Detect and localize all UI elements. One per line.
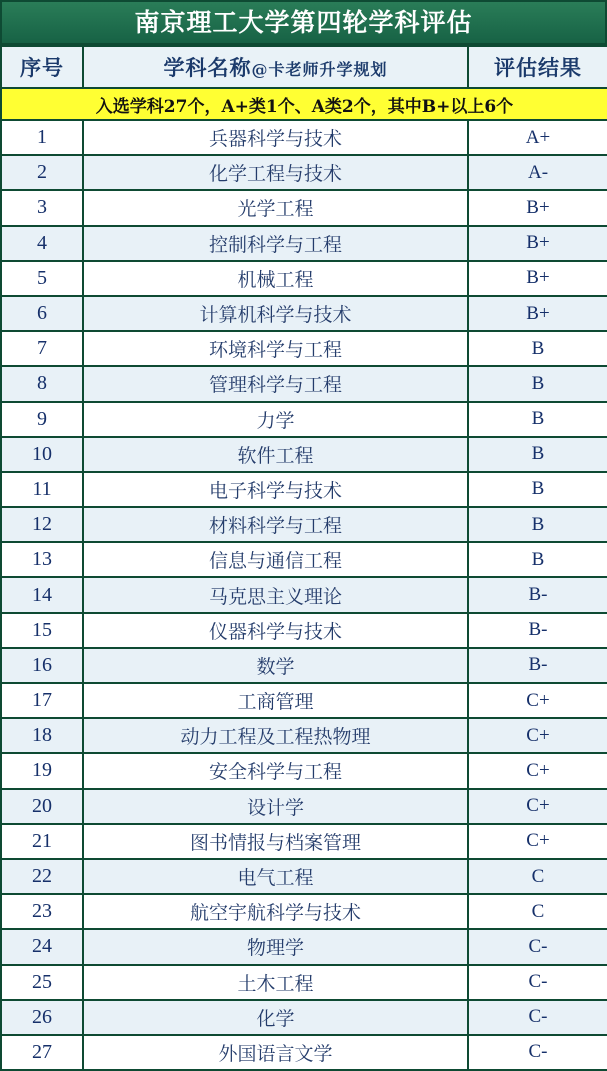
cell-discipline-name: 电气工程 (83, 859, 468, 894)
cell-no: 8 (1, 366, 83, 401)
cell-no: 20 (1, 789, 83, 824)
cell-discipline-name: 外国语言文学 (83, 1035, 468, 1070)
cell-result: B (468, 331, 607, 366)
cell-discipline-name: 力学 (83, 402, 468, 437)
cell-result: B+ (468, 296, 607, 331)
cell-discipline-name: 物理学 (83, 929, 468, 964)
table-row (1, 1000, 607, 1035)
column-header-name (83, 46, 468, 88)
cell-discipline-name: 工商管理 (83, 683, 468, 718)
cell-discipline-name: 设计学 (83, 789, 468, 824)
table-note-row (1, 88, 607, 120)
column-header-name-text: 学科名称 (163, 55, 252, 80)
cell-discipline-name: 信息与通信工程 (83, 542, 468, 577)
cell-no: 19 (1, 753, 83, 788)
table-row (1, 577, 607, 612)
summary-note: 入选学科27个，A+类1个、A类2个，其中B+以上6个 (1, 88, 607, 120)
cell-result: C+ (468, 753, 607, 788)
table-row (1, 296, 607, 331)
cell-no: 1 (1, 120, 83, 155)
cell-no: 6 (1, 296, 83, 331)
table-row (1, 789, 607, 824)
table-row (1, 648, 607, 683)
table-row (1, 965, 607, 1000)
cell-discipline-name: 图书情报与档案管理 (83, 824, 468, 859)
table-row (1, 226, 607, 261)
cell-no: 24 (1, 929, 83, 964)
cell-result: C- (468, 1035, 607, 1070)
cell-result: C+ (468, 789, 607, 824)
cell-discipline-name: 环境科学与工程 (83, 331, 468, 366)
cell-result: B (468, 507, 607, 542)
cell-discipline-name: 化学 (83, 1000, 468, 1035)
cell-no: 13 (1, 542, 83, 577)
cell-discipline-name: 材料科学与工程 (83, 507, 468, 542)
column-header-result: 评估结果 (468, 46, 607, 88)
cell-no: 3 (1, 190, 83, 225)
table-row (1, 613, 607, 648)
cell-discipline-name: 数学 (83, 648, 468, 683)
table-row (1, 894, 607, 929)
cell-discipline-name: 管理科学与工程 (83, 366, 468, 401)
cell-discipline-name: 土木工程 (83, 965, 468, 1000)
cell-discipline-name: 机械工程 (83, 261, 468, 296)
column-header-no: 序号 (1, 46, 83, 88)
table-row (1, 859, 607, 894)
cell-no: 4 (1, 226, 83, 261)
table-row (1, 261, 607, 296)
table-row (1, 929, 607, 964)
cell-result: B+ (468, 226, 607, 261)
cell-discipline-name: 兵器科学与技术 (83, 120, 468, 155)
table-row (1, 155, 607, 190)
table-row (1, 190, 607, 225)
cell-result: C- (468, 965, 607, 1000)
cell-result: B+ (468, 261, 607, 296)
table-row (1, 753, 607, 788)
cell-no: 14 (1, 577, 83, 612)
cell-result: C- (468, 929, 607, 964)
cell-result: B (468, 402, 607, 437)
cell-no: 23 (1, 894, 83, 929)
table-row (1, 1035, 607, 1070)
cell-no: 25 (1, 965, 83, 1000)
cell-result: C- (468, 1000, 607, 1035)
page-title: 南京理工大学第四轮学科评估 (0, 0, 607, 45)
cell-result: B- (468, 613, 607, 648)
cell-result: B (468, 542, 607, 577)
cell-no: 15 (1, 613, 83, 648)
cell-result: C+ (468, 824, 607, 859)
column-header-name-suffix: @卡老师升学规划 (251, 60, 388, 79)
cell-result: B (468, 472, 607, 507)
table-row (1, 331, 607, 366)
cell-discipline-name: 软件工程 (83, 437, 468, 472)
cell-no: 26 (1, 1000, 83, 1035)
cell-result: B (468, 366, 607, 401)
table-row (1, 402, 607, 437)
cell-no: 9 (1, 402, 83, 437)
cell-discipline-name: 仪器科学与技术 (83, 613, 468, 648)
table-row (1, 824, 607, 859)
cell-result: C (468, 894, 607, 929)
cell-discipline-name: 电子科学与技术 (83, 472, 468, 507)
cell-discipline-name: 控制科学与工程 (83, 226, 468, 261)
cell-no: 22 (1, 859, 83, 894)
cell-result: C+ (468, 718, 607, 753)
cell-no: 10 (1, 437, 83, 472)
table-row (1, 366, 607, 401)
table-row (1, 472, 607, 507)
table-row (1, 683, 607, 718)
cell-discipline-name: 光学工程 (83, 190, 468, 225)
cell-result: C+ (468, 683, 607, 718)
table-row (1, 507, 607, 542)
cell-result: B- (468, 648, 607, 683)
cell-discipline-name: 航空宇航科学与技术 (83, 894, 468, 929)
cell-discipline-name: 马克思主义理论 (83, 577, 468, 612)
cell-result: A+ (468, 120, 607, 155)
evaluation-table (0, 45, 607, 1071)
cell-discipline-name: 动力工程及工程热物理 (83, 718, 468, 753)
cell-discipline-name: 化学工程与技术 (83, 155, 468, 190)
table-body (1, 120, 607, 1070)
table-row (1, 542, 607, 577)
cell-no: 16 (1, 648, 83, 683)
table-header-row (1, 46, 607, 88)
cell-result: B- (468, 577, 607, 612)
cell-no: 7 (1, 331, 83, 366)
table-row (1, 437, 607, 472)
cell-result: A- (468, 155, 607, 190)
cell-no: 5 (1, 261, 83, 296)
cell-discipline-name: 安全科学与工程 (83, 753, 468, 788)
cell-no: 12 (1, 507, 83, 542)
cell-no: 18 (1, 718, 83, 753)
table-row (1, 718, 607, 753)
cell-discipline-name: 计算机科学与技术 (83, 296, 468, 331)
cell-no: 27 (1, 1035, 83, 1070)
cell-no: 21 (1, 824, 83, 859)
table-row (1, 120, 607, 155)
cell-no: 2 (1, 155, 83, 190)
cell-result: C (468, 859, 607, 894)
cell-result: B+ (468, 190, 607, 225)
cell-no: 17 (1, 683, 83, 718)
cell-result: B (468, 437, 607, 472)
cell-no: 11 (1, 472, 83, 507)
